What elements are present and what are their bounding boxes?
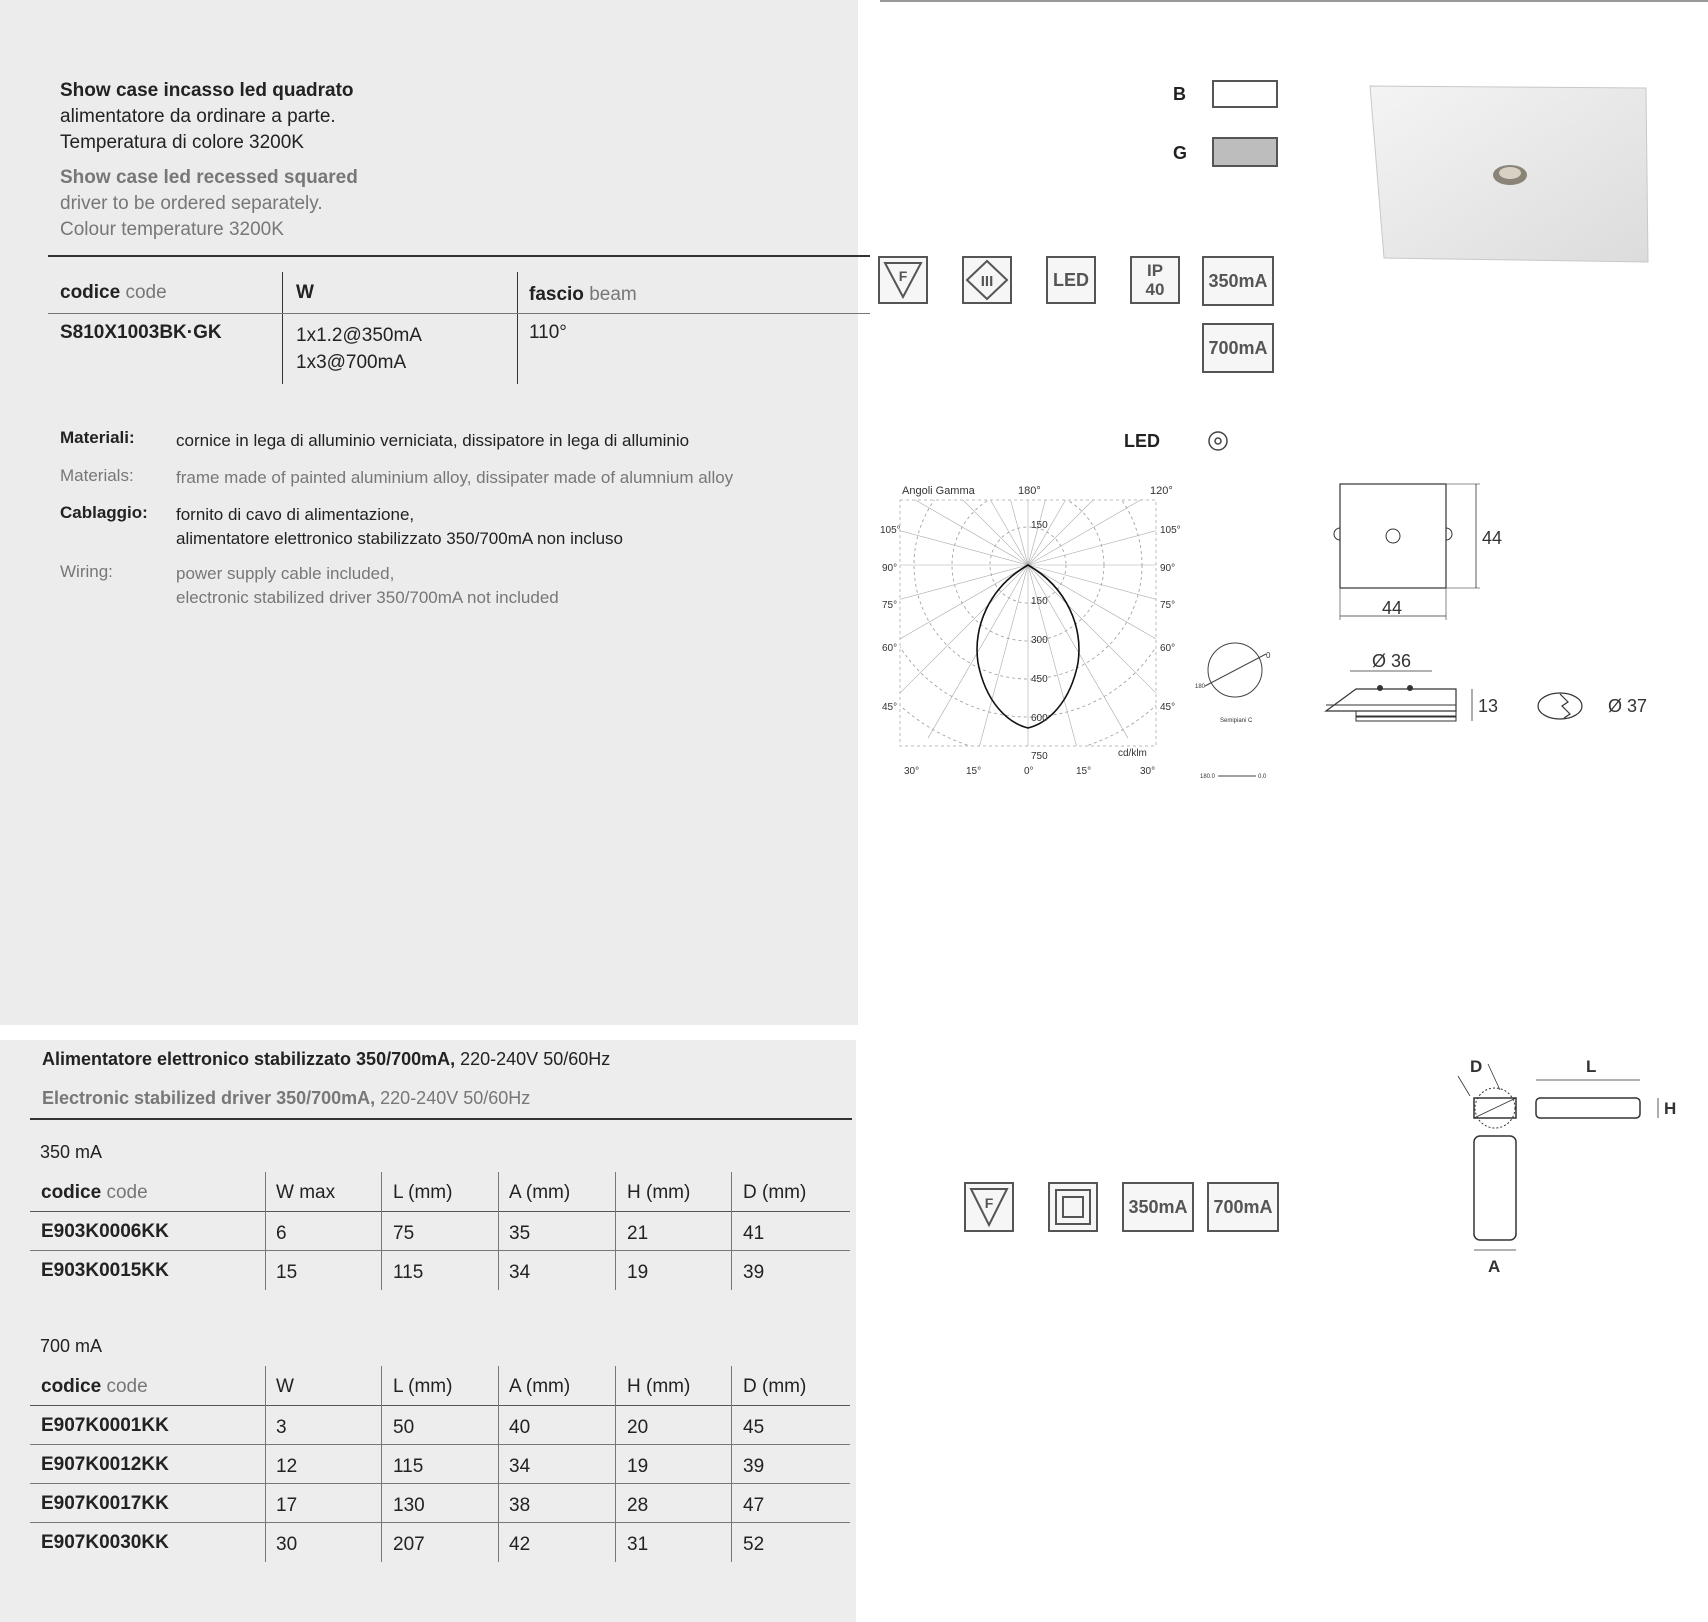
- table350: [30, 1172, 850, 1292]
- polar-right-label: 45°: [1160, 702, 1176, 713]
- 350ma-icon: 350mA: [1202, 256, 1274, 306]
- polar-radial-label: 300: [1031, 635, 1048, 646]
- table700-cell-code: E907K0017KK: [41, 1493, 169, 1514]
- product-table-header-beam: fascio beam: [529, 284, 637, 305]
- polar-bottom-label: 0°: [1024, 766, 1034, 777]
- polar-left-label: 75°: [882, 600, 898, 611]
- table350-cell: 115: [393, 1262, 424, 1283]
- polar-radial-label: 150: [1031, 596, 1048, 607]
- table350-header: W max: [276, 1182, 336, 1203]
- table700-cell: 28: [627, 1495, 649, 1516]
- finish-g-label: G: [1173, 143, 1188, 163]
- product-table-divider-2: [517, 272, 518, 384]
- height-13: 13: [1478, 696, 1499, 716]
- class-three-icon: [962, 256, 1012, 304]
- table350-row-rule: [30, 1250, 850, 1251]
- table700-col-rule: [265, 1366, 266, 1562]
- product-table-header-rule: [48, 313, 870, 314]
- c-plane-180: 180: [1195, 684, 1206, 690]
- table700-cell: 19: [627, 1456, 649, 1477]
- polar-bottom-label: 30°: [904, 766, 920, 777]
- polar-left-label: 105°: [880, 525, 901, 536]
- table350-col-rule: [265, 1172, 266, 1290]
- product-beam: 110°: [529, 322, 567, 343]
- table350-col-rule: [381, 1172, 382, 1290]
- table350-cell: 21: [627, 1223, 649, 1244]
- table350-cell: 41: [743, 1223, 765, 1244]
- top-view-drawing: [1320, 470, 1550, 630]
- top-rule: [880, 0, 1708, 2]
- product-table-divider-1: [282, 272, 283, 384]
- double-insulation-icon: [1048, 1182, 1098, 1232]
- product-title-en: Show case led recessed squared: [60, 167, 358, 188]
- polar-right-label: 75°: [1160, 600, 1176, 611]
- table700-cell: 30: [276, 1534, 298, 1555]
- wiring-text-it: fornito di cavo di alimentazione, alimentatore elettronico stabilizzato 350/700mA non incluso: [176, 505, 623, 548]
- table700-cell: 34: [509, 1456, 531, 1477]
- cutout-drawing: [1534, 688, 1664, 732]
- table700-cell: 39: [743, 1456, 765, 1477]
- scale-right: 0.0: [1258, 774, 1267, 780]
- table350-header: H (mm): [627, 1182, 691, 1203]
- table700-cell: 40: [509, 1417, 531, 1438]
- led-icon: LED: [1046, 256, 1096, 304]
- polar-bottom-label: 15°: [1076, 766, 1092, 777]
- width-dimension: 44: [1382, 598, 1403, 618]
- svg-text:III: III: [980, 273, 994, 290]
- table700-cell: 31: [627, 1534, 649, 1555]
- table700-cell: 20: [627, 1417, 649, 1438]
- driver-f-mark-icon: [964, 1182, 1014, 1232]
- product-code: S810X1003BK·GK: [60, 322, 222, 343]
- table700-header: D (mm): [743, 1376, 807, 1397]
- table700-row-rule: [30, 1444, 850, 1445]
- table700-header-code: codice code: [41, 1376, 148, 1397]
- table700-header: A (mm): [509, 1376, 571, 1397]
- materials-label-it: Materiali:: [60, 428, 135, 447]
- wiring-label-it: Cablaggio:: [60, 503, 148, 522]
- table700-cell: 47: [743, 1495, 765, 1516]
- polar-radial-label: 600: [1031, 713, 1048, 724]
- polar-diagram: [878, 478, 1181, 778]
- table700-cell-code: E907K0012KK: [41, 1454, 169, 1475]
- dim-d-label: D: [1470, 1057, 1483, 1076]
- ip40-icon: IP 40: [1130, 256, 1180, 304]
- table350-header-rule: [30, 1211, 850, 1212]
- polar-title: Angoli Gamma: [902, 485, 975, 497]
- product-subtitle-en-2: Colour temperature 3200K: [60, 219, 284, 240]
- table700-cell-code: E907K0030KK: [41, 1532, 169, 1553]
- product-subtitle-it-2: Temperatura di colore 3200K: [60, 132, 304, 153]
- polar-left-label: 60°: [882, 643, 898, 654]
- wiring-label-en: Wiring:: [60, 562, 113, 581]
- table350-header: L (mm): [393, 1182, 453, 1203]
- product-photo: [1360, 80, 1660, 270]
- table700-cell: 17: [276, 1495, 298, 1516]
- product-table-header-code: codice code: [60, 282, 167, 303]
- c-plane-0: 0: [1266, 651, 1271, 660]
- dim-l-label: L: [1586, 1057, 1597, 1076]
- table350-col-rule: [731, 1172, 732, 1290]
- driver-700ma-icon: 700mA: [1207, 1182, 1279, 1232]
- product-title-it: Show case incasso led quadrato: [60, 80, 354, 101]
- table350-cell: 39: [743, 1262, 765, 1283]
- polar-radial-label: 150: [1031, 520, 1048, 531]
- product-subtitle-en-1: driver to be ordered separately.: [60, 193, 323, 214]
- product-subtitle-it-1: alimentatore da ordinare a parte.: [60, 106, 336, 127]
- driver-title-en: Electronic stabilized driver 350/700mA, 220-240V 50/60Hz: [42, 1088, 531, 1108]
- table700-col-rule: [381, 1366, 382, 1562]
- finish-g-swatch: [1212, 137, 1278, 167]
- table700-cell: 207: [393, 1534, 425, 1555]
- product-table-top-rule: [48, 255, 870, 257]
- side-view-drawing: [1320, 645, 1550, 725]
- polar-top-120: 120°: [1150, 485, 1173, 497]
- table350-cell-code: E903K0006KK: [41, 1221, 169, 1242]
- table700: [30, 1366, 850, 1566]
- polar-radial-label: 450: [1031, 674, 1048, 685]
- driver-title-rule: [30, 1118, 852, 1120]
- driver-350ma-icon: 350mA: [1122, 1182, 1194, 1232]
- c-planes-diagram: [1190, 640, 1280, 790]
- table700-header: W: [276, 1376, 294, 1397]
- table700-cell: 115: [393, 1456, 424, 1477]
- polar-left-label: 45°: [882, 702, 898, 713]
- finish-b-label: B: [1173, 84, 1186, 104]
- table700-cell: 3: [276, 1417, 287, 1438]
- polar-right-label: 60°: [1160, 643, 1176, 654]
- table350-cell: 15: [276, 1262, 298, 1283]
- led-source-icon: [1206, 429, 1230, 453]
- table350-cell: 19: [627, 1262, 649, 1283]
- dim-a-label: A: [1488, 1257, 1501, 1276]
- wiring-text-en: power supply cable included, electronic stabilized driver 350/700mA not included: [176, 564, 559, 607]
- table700-cell: 38: [509, 1495, 531, 1516]
- table350-cell: 75: [393, 1223, 415, 1244]
- dim-h-label: H: [1664, 1099, 1677, 1118]
- table350-col-rule: [615, 1172, 616, 1290]
- svg-text:F: F: [898, 268, 908, 284]
- diameter-37: Ø 37: [1608, 696, 1648, 716]
- polar-right-label: 90°: [1160, 563, 1176, 574]
- table700-cell: 130: [393, 1495, 425, 1516]
- polar-bottom-label: 15°: [966, 766, 982, 777]
- table700-header: L (mm): [393, 1376, 453, 1397]
- table700-cell: 50: [393, 1417, 415, 1438]
- table700-cell: 45: [743, 1417, 765, 1438]
- table350-header: A (mm): [509, 1182, 571, 1203]
- table350-section: 350 mA: [40, 1142, 103, 1162]
- polar-unit: cd/klm: [1118, 748, 1147, 759]
- led-source-label: LED: [1124, 431, 1160, 451]
- height-dimension: 44: [1482, 528, 1503, 548]
- materials-label-en: Materials:: [60, 466, 134, 485]
- table700-cell: 42: [509, 1534, 531, 1555]
- materials-text-en: frame made of painted aluminium alloy, dissipater made of alumnium alloy: [176, 468, 734, 487]
- table700-row-rule: [30, 1522, 850, 1523]
- semipiani-label: Semipiani C: [1220, 718, 1253, 724]
- table700-row-rule: [30, 1483, 850, 1484]
- table700-header: H (mm): [627, 1376, 691, 1397]
- table700-col-rule: [498, 1366, 499, 1562]
- table350-col-rule: [498, 1172, 499, 1290]
- product-watt: 1x1.2@350mA 1x3@700mA: [296, 325, 422, 373]
- table700-col-rule: [731, 1366, 732, 1562]
- table350-cell: 34: [509, 1262, 531, 1283]
- table350-header: D (mm): [743, 1182, 807, 1203]
- table350-cell: 35: [509, 1223, 531, 1244]
- diameter-36: Ø 36: [1372, 651, 1412, 671]
- materials-text-it: cornice in lega di alluminio verniciata, dissipatore in lega di alluminio: [176, 431, 690, 450]
- table700-cell: 12: [276, 1456, 298, 1477]
- scale-left: 180.0: [1200, 774, 1216, 780]
- 700ma-icon: 700mA: [1202, 323, 1274, 373]
- polar-radial-label: 750: [1031, 751, 1048, 762]
- table350-cell: 6: [276, 1223, 287, 1244]
- table350-header-code: codice code: [41, 1182, 148, 1203]
- table700-section: 700 mA: [40, 1336, 103, 1356]
- table700-col-rule: [615, 1366, 616, 1562]
- table700-cell-code: E907K0001KK: [41, 1415, 169, 1436]
- product-table-header-w: W: [296, 282, 314, 303]
- polar-left-label: 90°: [882, 563, 898, 574]
- polar-top-180: 180°: [1018, 485, 1041, 497]
- product-title-block: [60, 78, 358, 243]
- table350-cell-code: E903K0015KK: [41, 1260, 169, 1281]
- table700-header-rule: [30, 1405, 850, 1406]
- driver-title-it: Alimentatore elettronico stabilizzato 350/700mA, 220-240V 50/60Hz: [42, 1049, 611, 1069]
- driver-dimension-drawing: [1448, 1050, 1678, 1280]
- polar-bottom-label: 30°: [1140, 766, 1156, 777]
- table700-cell: 52: [743, 1534, 765, 1555]
- svg-text:F: F: [984, 1195, 994, 1211]
- f-mark-icon: [878, 256, 928, 304]
- polar-right-label: 105°: [1160, 525, 1181, 536]
- finish-b-swatch: [1212, 80, 1278, 108]
